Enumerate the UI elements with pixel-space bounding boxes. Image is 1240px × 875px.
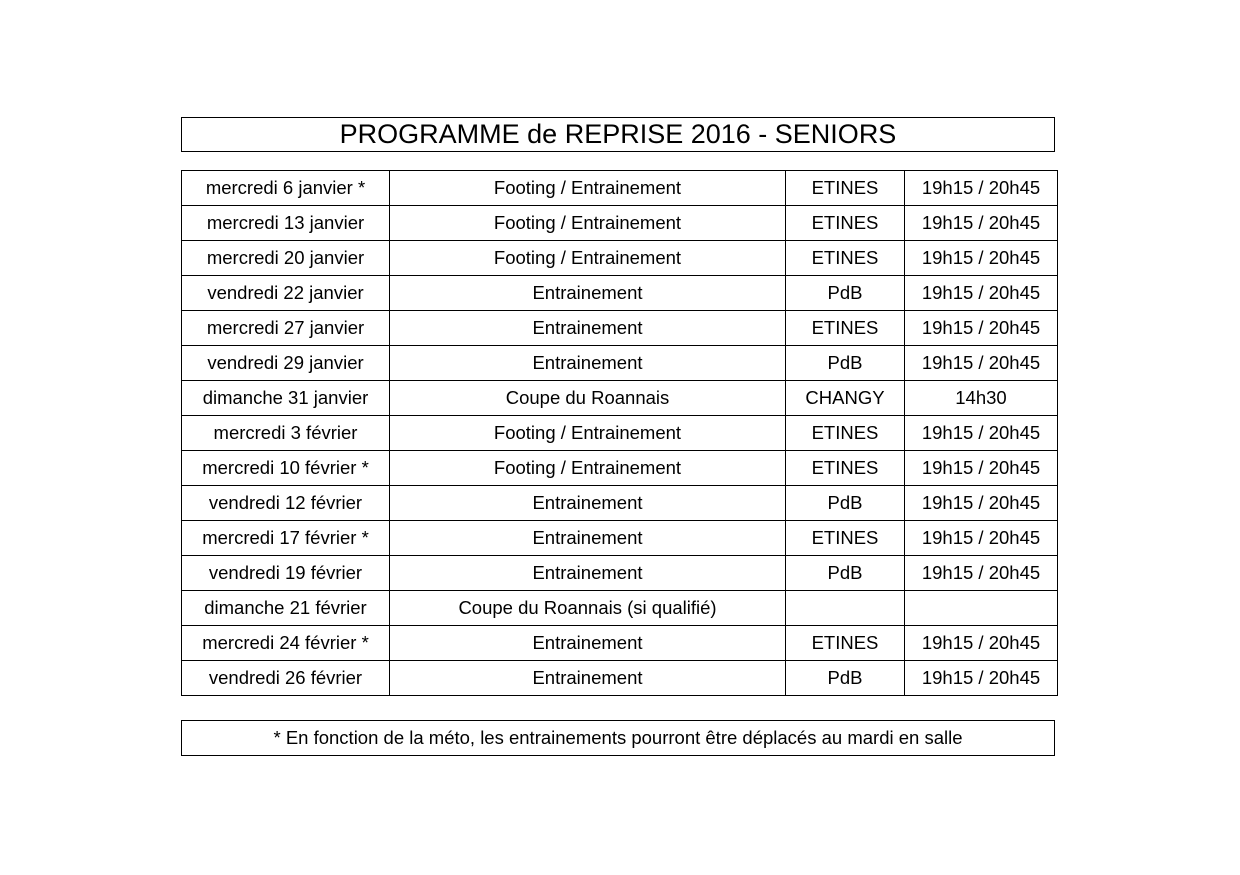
time-cell: 19h15 / 20h45 <box>905 276 1058 311</box>
time-cell: 19h15 / 20h45 <box>905 626 1058 661</box>
date-cell: mercredi 3 février <box>182 416 390 451</box>
place-cell: PdB <box>786 486 905 521</box>
activity-cell: Footing / Entrainement <box>390 241 786 276</box>
place-cell: PdB <box>786 276 905 311</box>
place-cell: ETINES <box>786 626 905 661</box>
table-row <box>182 556 1058 591</box>
date-cell: dimanche 21 février <box>182 591 390 626</box>
place-cell: ETINES <box>786 311 905 346</box>
place-cell: ETINES <box>786 451 905 486</box>
table-row <box>182 311 1058 346</box>
place-cell: ETINES <box>786 206 905 241</box>
activity-cell: Footing / Entrainement <box>390 171 786 206</box>
table-row <box>182 626 1058 661</box>
activity-cell: Coupe du Roannais (si qualifié) <box>390 591 786 626</box>
time-cell: 19h15 / 20h45 <box>905 241 1058 276</box>
table-row <box>182 451 1058 486</box>
time-cell: 19h15 / 20h45 <box>905 556 1058 591</box>
date-cell: vendredi 12 février <box>182 486 390 521</box>
date-cell: dimanche 31 janvier <box>182 381 390 416</box>
date-cell: mercredi 20 janvier <box>182 241 390 276</box>
table-row <box>182 206 1058 241</box>
activity-cell: Entrainement <box>390 276 786 311</box>
date-cell: vendredi 19 février <box>182 556 390 591</box>
time-cell: 19h15 / 20h45 <box>905 206 1058 241</box>
activity-cell: Coupe du Roannais <box>390 381 786 416</box>
activity-cell: Entrainement <box>390 521 786 556</box>
activity-cell: Entrainement <box>390 486 786 521</box>
time-cell: 19h15 / 20h45 <box>905 346 1058 381</box>
activity-cell: Footing / Entrainement <box>390 206 786 241</box>
date-cell: vendredi 26 février <box>182 661 390 696</box>
page-title: PROGRAMME de REPRISE 2016 - SENIORS <box>181 117 1055 152</box>
activity-cell: Footing / Entrainement <box>390 451 786 486</box>
date-cell: vendredi 22 janvier <box>182 276 390 311</box>
footnote: * En fonction de la méto, les entrainements pourront être déplacés au mardi en salle <box>181 720 1055 756</box>
time-cell: 19h15 / 20h45 <box>905 171 1058 206</box>
place-cell: ETINES <box>786 416 905 451</box>
date-cell: mercredi 10 février * <box>182 451 390 486</box>
place-cell: ETINES <box>786 171 905 206</box>
date-cell: mercredi 24 février * <box>182 626 390 661</box>
time-cell: 14h30 <box>905 381 1058 416</box>
time-cell: 19h15 / 20h45 <box>905 661 1058 696</box>
time-cell: 19h15 / 20h45 <box>905 486 1058 521</box>
place-cell <box>786 591 905 626</box>
place-cell: CHANGY <box>786 381 905 416</box>
activity-cell: Footing / Entrainement <box>390 416 786 451</box>
table-row <box>182 346 1058 381</box>
table-row <box>182 171 1058 206</box>
time-cell: 19h15 / 20h45 <box>905 521 1058 556</box>
date-cell: vendredi 29 janvier <box>182 346 390 381</box>
place-cell: ETINES <box>786 241 905 276</box>
activity-cell: Entrainement <box>390 311 786 346</box>
schedule-table <box>181 170 1058 696</box>
date-cell: mercredi 6 janvier * <box>182 171 390 206</box>
schedule-body <box>182 171 1058 696</box>
table-row <box>182 591 1058 626</box>
activity-cell: Entrainement <box>390 556 786 591</box>
table-row <box>182 381 1058 416</box>
activity-cell: Entrainement <box>390 661 786 696</box>
time-cell: 19h15 / 20h45 <box>905 416 1058 451</box>
table-row <box>182 241 1058 276</box>
place-cell: PdB <box>786 661 905 696</box>
place-cell: PdB <box>786 346 905 381</box>
table-row <box>182 416 1058 451</box>
activity-cell: Entrainement <box>390 346 786 381</box>
place-cell: ETINES <box>786 521 905 556</box>
place-cell: PdB <box>786 556 905 591</box>
time-cell: 19h15 / 20h45 <box>905 311 1058 346</box>
time-cell <box>905 591 1058 626</box>
table-row <box>182 661 1058 696</box>
table-row <box>182 521 1058 556</box>
time-cell: 19h15 / 20h45 <box>905 451 1058 486</box>
date-cell: mercredi 17 février * <box>182 521 390 556</box>
activity-cell: Entrainement <box>390 626 786 661</box>
date-cell: mercredi 13 janvier <box>182 206 390 241</box>
table-row <box>182 486 1058 521</box>
table-row <box>182 276 1058 311</box>
date-cell: mercredi 27 janvier <box>182 311 390 346</box>
